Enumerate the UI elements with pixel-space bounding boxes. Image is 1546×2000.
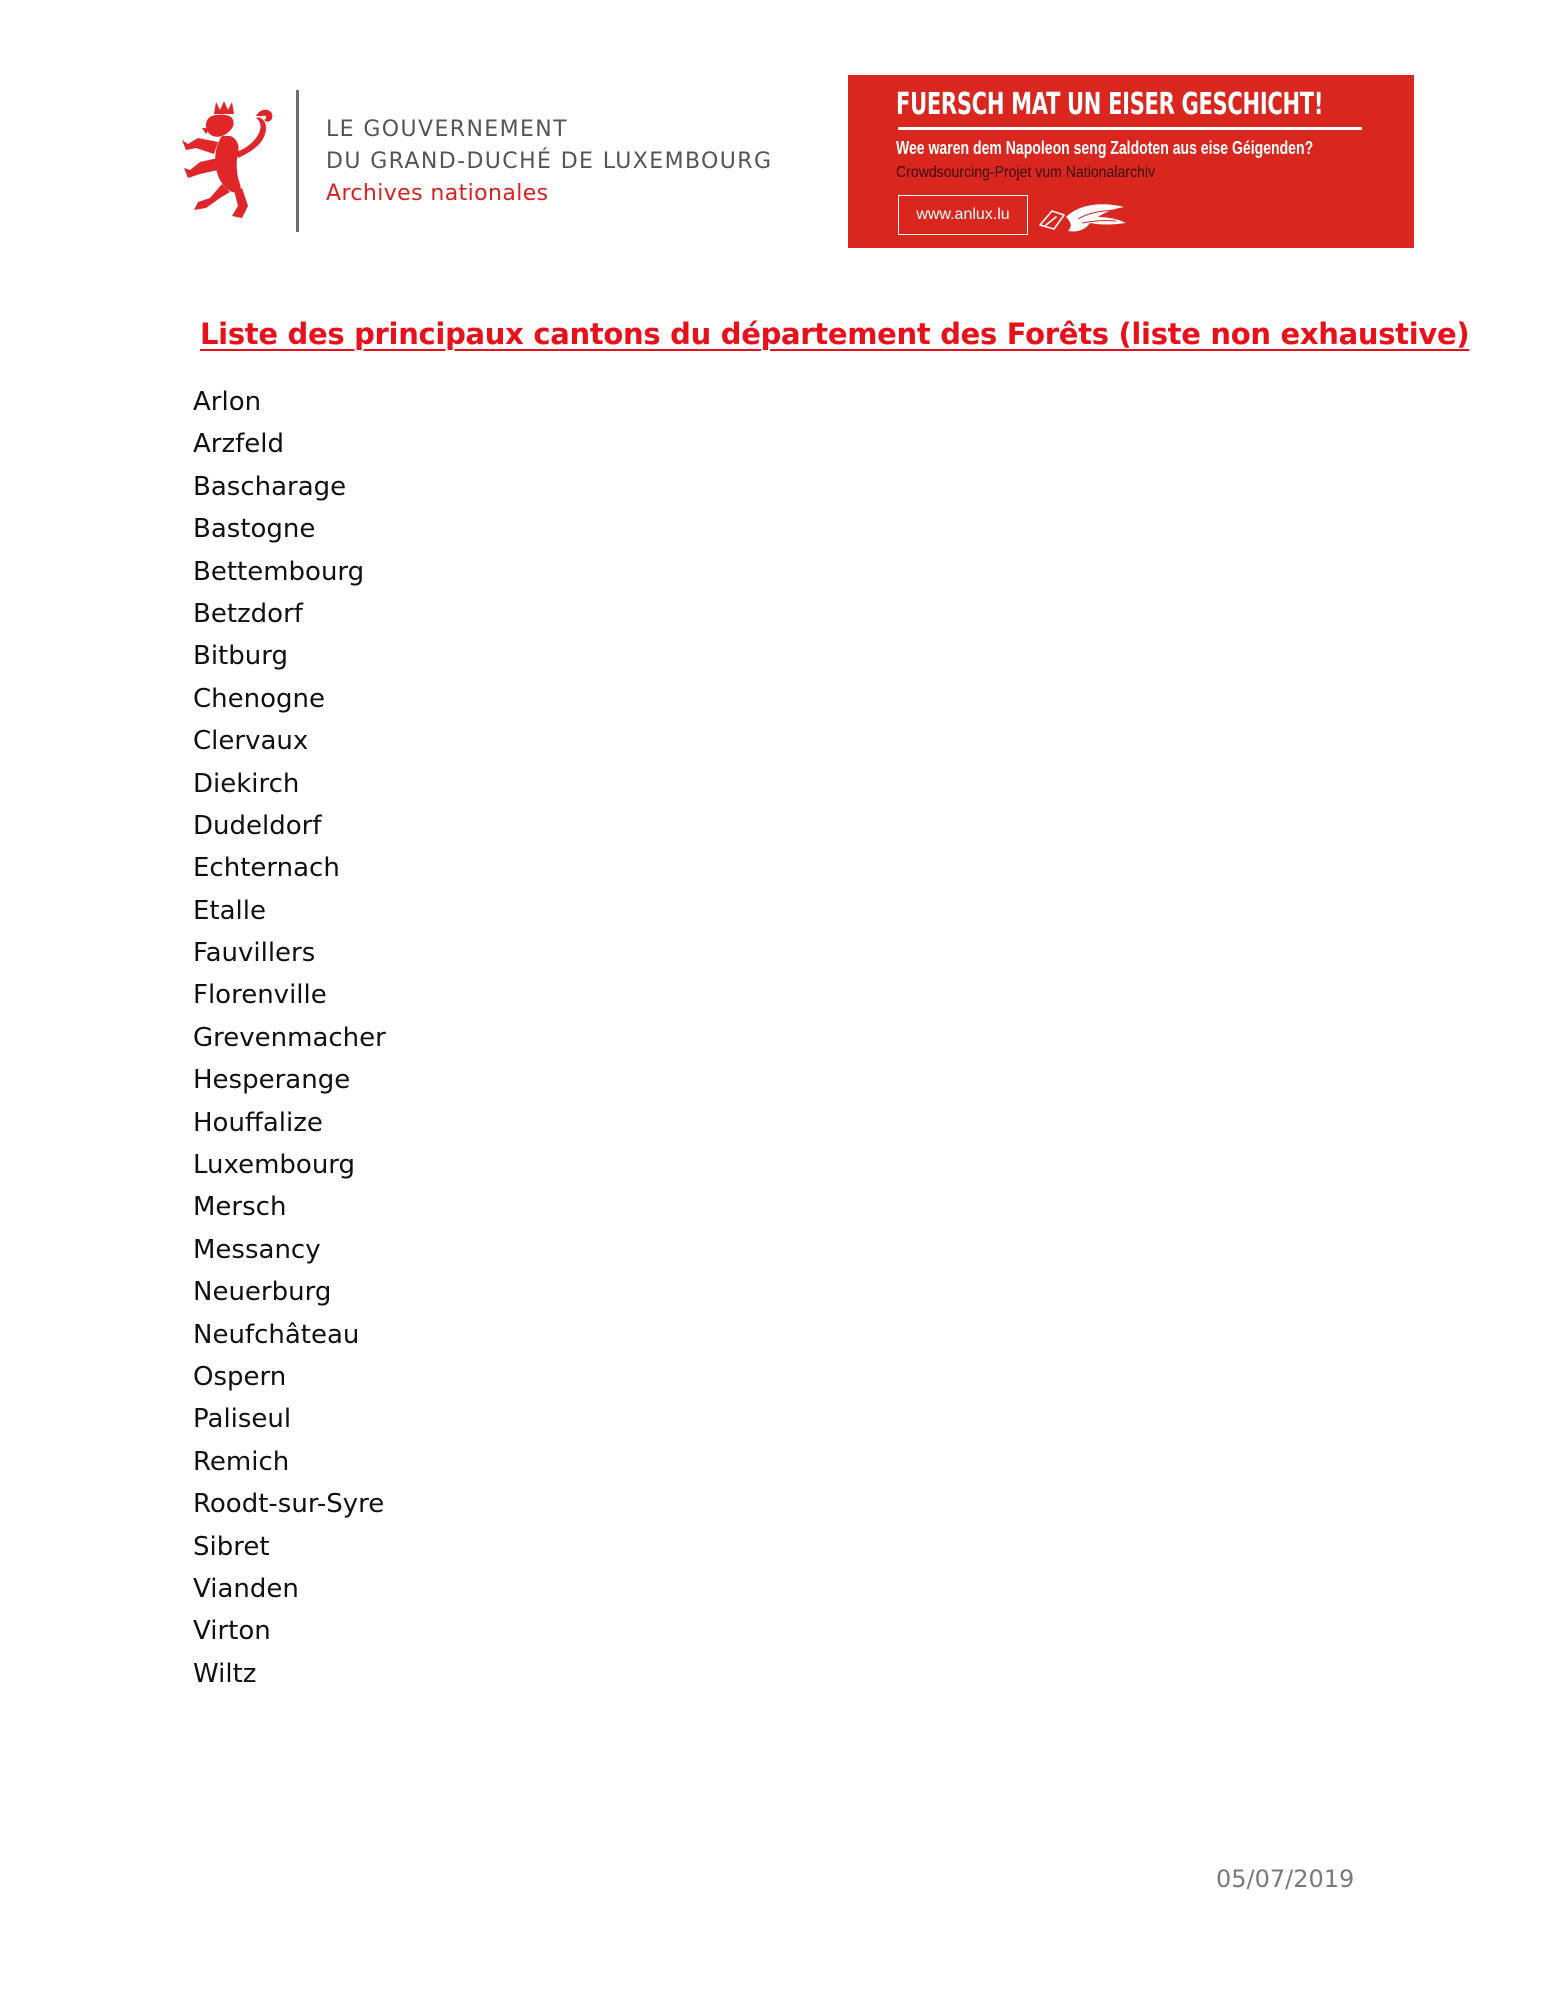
canton-item: Houffalize bbox=[193, 1107, 323, 1138]
canton-item: Messancy bbox=[193, 1234, 321, 1265]
government-line-2: DU GRAND-DUCHÉ DE LUXEMBOURG bbox=[326, 149, 773, 174]
canton-item: Echternach bbox=[193, 853, 340, 884]
canton-item: Paliseul bbox=[193, 1404, 292, 1435]
canton-item: Bastogne bbox=[193, 514, 316, 545]
canton-item: Clervaux bbox=[193, 726, 309, 757]
canton-item: Mersch bbox=[193, 1192, 287, 1223]
canton-item: Vianden bbox=[193, 1573, 299, 1604]
canton-item: Dudeldorf bbox=[193, 810, 322, 841]
government-line-1: LE GOUVERNEMENT bbox=[326, 117, 568, 142]
red-lion-icon bbox=[176, 98, 280, 224]
canton-item: Etalle bbox=[193, 895, 266, 926]
canton-list bbox=[193, 381, 386, 1695]
canton-item: Arlon bbox=[193, 387, 262, 417]
canton-item: Wiltz bbox=[193, 1658, 257, 1689]
canton-item: Ospern bbox=[193, 1361, 287, 1392]
canton-item: Virton bbox=[193, 1616, 271, 1647]
document-title: Liste des principaux cantons du département des Forêts (liste non exhaustive) bbox=[200, 317, 1470, 351]
quill-icon bbox=[1038, 195, 1134, 239]
canton-item: Betzdorf bbox=[193, 598, 303, 629]
canton-item: Grevenmacher bbox=[193, 1022, 386, 1053]
canton-item: Neufchâteau bbox=[193, 1319, 360, 1350]
canton-item: Fauvillers bbox=[193, 938, 316, 969]
archives-nationales-label: Archives nationales bbox=[326, 181, 549, 206]
canton-item: Remich bbox=[193, 1446, 290, 1477]
document-date: 05/07/2019 bbox=[1216, 1865, 1355, 1893]
banner-rule bbox=[898, 127, 1362, 130]
canton-item: Chenogne bbox=[193, 683, 325, 714]
banner-subtitle: Wee waren dem Napoleon seng Zaldoten aus eise Géigenden? bbox=[896, 138, 1314, 158]
canton-item: Hesperange bbox=[193, 1065, 351, 1096]
crowdsourcing-banner[interactable] bbox=[848, 75, 1414, 248]
banner-title: FUERSCH MAT UN EISER GESCHICHT! bbox=[896, 87, 1324, 122]
banner-url-link[interactable]: www.anlux.lu bbox=[898, 195, 1028, 235]
canton-item: Bettembourg bbox=[193, 556, 365, 587]
canton-item: Luxembourg bbox=[193, 1150, 356, 1181]
canton-item: Neuerburg bbox=[193, 1277, 332, 1308]
canton-item: Arzfeld bbox=[193, 429, 284, 460]
canton-item: Bitburg bbox=[193, 641, 288, 672]
canton-item: Diekirch bbox=[193, 768, 300, 799]
canton-item: Sibret bbox=[193, 1531, 270, 1562]
government-name bbox=[326, 114, 772, 210]
canton-item: Bascharage bbox=[193, 471, 347, 502]
canton-item: Roodt-sur-Syre bbox=[193, 1489, 385, 1520]
header-divider bbox=[296, 90, 299, 232]
banner-caption: Crowdsourcing-Projet vum Nationalarchiv bbox=[896, 164, 1156, 181]
canton-item: Florenville bbox=[193, 980, 327, 1011]
